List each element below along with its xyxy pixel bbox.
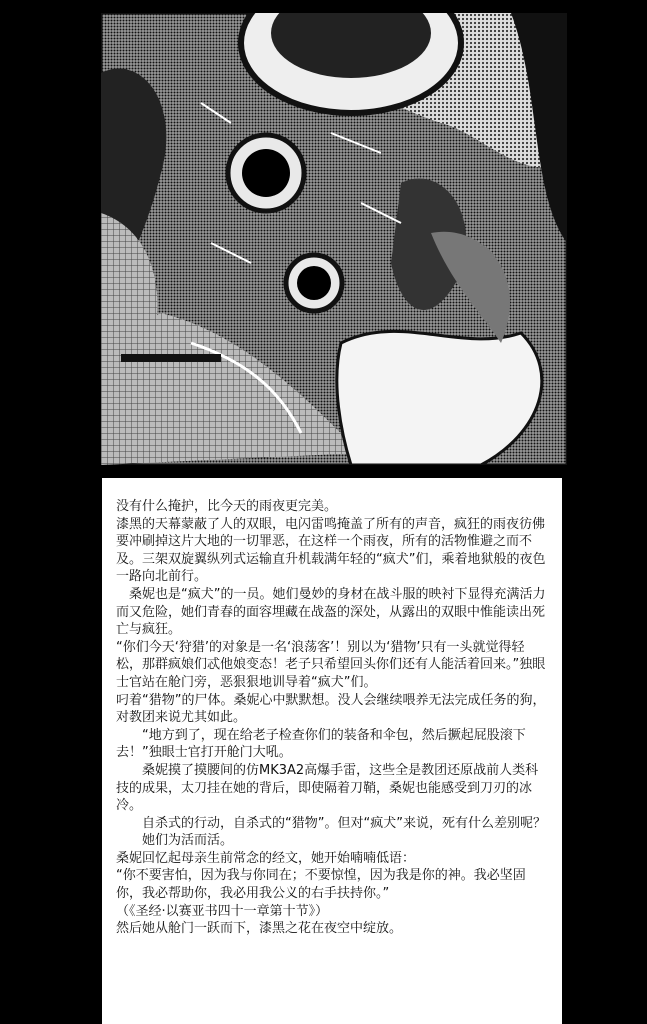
manga-ink-illustration-icon: [101, 13, 567, 465]
paragraph-3: 桑妮也是“疯犬”的一员。她们曼妙的身材在战斗服的映衬下显得充满活力而又危险，她们青春的面容埋藏在战盔的深处，从露出的双眼中惟能读出死亡与疯狂。: [116, 586, 546, 638]
illustration-panel: [101, 13, 567, 465]
paragraph-9: 她们为活而活。: [116, 833, 234, 849]
paragraph-13: 然后她从舱门一跃而下，漆黑之花在夜空中绽放。: [116, 921, 403, 937]
text-panel: [102, 478, 562, 1024]
paragraph-12: （《圣经·以赛亚书四十一章第十节》）: [116, 903, 329, 919]
paragraph-8: 自杀式的行动，自杀式的“猎物”。但对“疯犬”来说，死有什么差别呢？: [116, 815, 546, 831]
paragraph-4: “你们今天‘狩猎’的对象是一名‘浪荡客’！别以为‘猎物’只有一头就觉得轻松，那群疯娘们忒他娘变态！老子只希望回头你们还有人能活着回来。”独眼士官站在舱门旁，恶狠狠地训导着“疯犬”们。: [116, 639, 546, 690]
paragraph-7: 桑妮摸了摸腰间的仿MK3A2高爆手雷，这些全是教团还原战前人类科技的成果，太刀挂在她的背后，即使隔着刀鞘，桑妮也能感受到刀刃的冰冷。: [116, 762, 539, 814]
paragraph-2: 漆黑的天幕蒙蔽了人的双眼，电闪雷鸣掩盖了所有的声音，疯狂的雨夜彷佛要冲刷掉这片大地的一切罪恶，在这样一个雨夜，所有的活物惟避之而不及。三架双旋翼纵列式运输直升机载满年轻的“疯犬”们，乘着地狱般的夜色一路向北前行。: [116, 516, 546, 585]
paragraph-5: 叼着“猎物”的尸体。桑妮心中默默想。没人会继续喂养无法完成任务的狗，对教团来说尤其如此。: [116, 692, 546, 726]
paragraph-1: 没有什么掩护，比今天的雨夜更完美。: [116, 499, 338, 514]
paragraph-6: “地方到了，现在给老子检查你们的装备和伞包，然后撅起屁股滚下去！”独眼士官打开舱门大吼。: [116, 727, 526, 761]
paragraph-10: 桑妮回忆起母亲生前常念的经文，她开始喃喃低语：: [116, 850, 416, 866]
paragraph-11: “你不要害怕，因为我与你同在；不要惊惶，因为我是你的神。我必坚固你，我必帮助你，我必用我公义的右手扶持你。”: [116, 868, 526, 902]
